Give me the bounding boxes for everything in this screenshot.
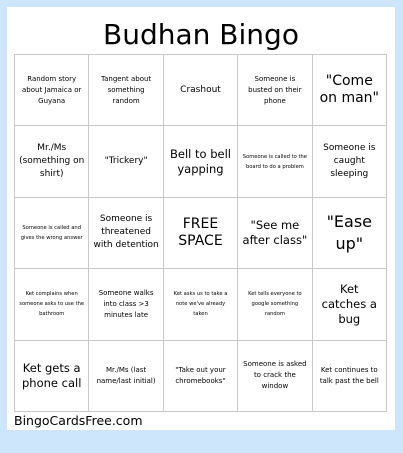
bingo-cell[interactable]: Someone is called and gives the wrong answer — [15, 198, 89, 269]
bingo-cell[interactable]: Someone is busted on their phone — [238, 55, 312, 126]
bingo-cell[interactable]: "Ease up" — [313, 198, 387, 269]
bingo-cell[interactable]: Someone is threatened with detention — [89, 198, 163, 269]
card-title: Budhan Bingo — [103, 18, 299, 51]
footer-credit: BingoCardsFree.com — [14, 413, 143, 428]
bingo-cell[interactable]: Bell to bell yapping — [164, 126, 238, 197]
bingo-cell[interactable]: Someone is caught sleeping — [313, 126, 387, 197]
bingo-cell[interactable]: "Trickery" — [89, 126, 163, 197]
bingo-cell[interactable]: Ket continues to talk past the bell — [313, 341, 387, 412]
bingo-cell[interactable]: Mr./Ms (something on shirt) — [15, 126, 89, 197]
bingo-card — [7, 7, 395, 430]
bingo-cell[interactable]: Ket gets a phone call — [15, 341, 89, 412]
bingo-cell[interactable]: Ket complains when someone asks to use the bathroom — [15, 269, 89, 340]
bingo-cell[interactable]: Ket tells everyone to google something random — [238, 269, 312, 340]
bingo-cell[interactable]: "Take out your chromebooks" — [164, 341, 238, 412]
bingo-cell[interactable]: Someone is called to the board to do a problem — [238, 126, 312, 197]
bingo-cell[interactable]: Tangent about something random — [89, 55, 163, 126]
bingo-cell[interactable]: Crashout — [164, 55, 238, 126]
bingo-cell[interactable]: "See me after class" — [238, 198, 312, 269]
bingo-cell-free-space[interactable]: FREE SPACE — [164, 198, 238, 269]
bingo-cell[interactable]: Mr./Ms (last name/last initial) — [89, 341, 163, 412]
bingo-cell[interactable]: Ket catches a bug — [313, 269, 387, 340]
bingo-grid — [14, 54, 387, 412]
bingo-cell[interactable]: Someone is asked to crack the window — [238, 341, 312, 412]
bingo-cell[interactable]: Someone walks into class >3 minutes late — [89, 269, 163, 340]
bingo-cell[interactable]: Ket asks us to take a note we've already taken — [164, 269, 238, 340]
bingo-cell[interactable]: "Come on man" — [313, 55, 387, 126]
bingo-cell[interactable]: Random story about Jamaica or Guyana — [15, 55, 89, 126]
